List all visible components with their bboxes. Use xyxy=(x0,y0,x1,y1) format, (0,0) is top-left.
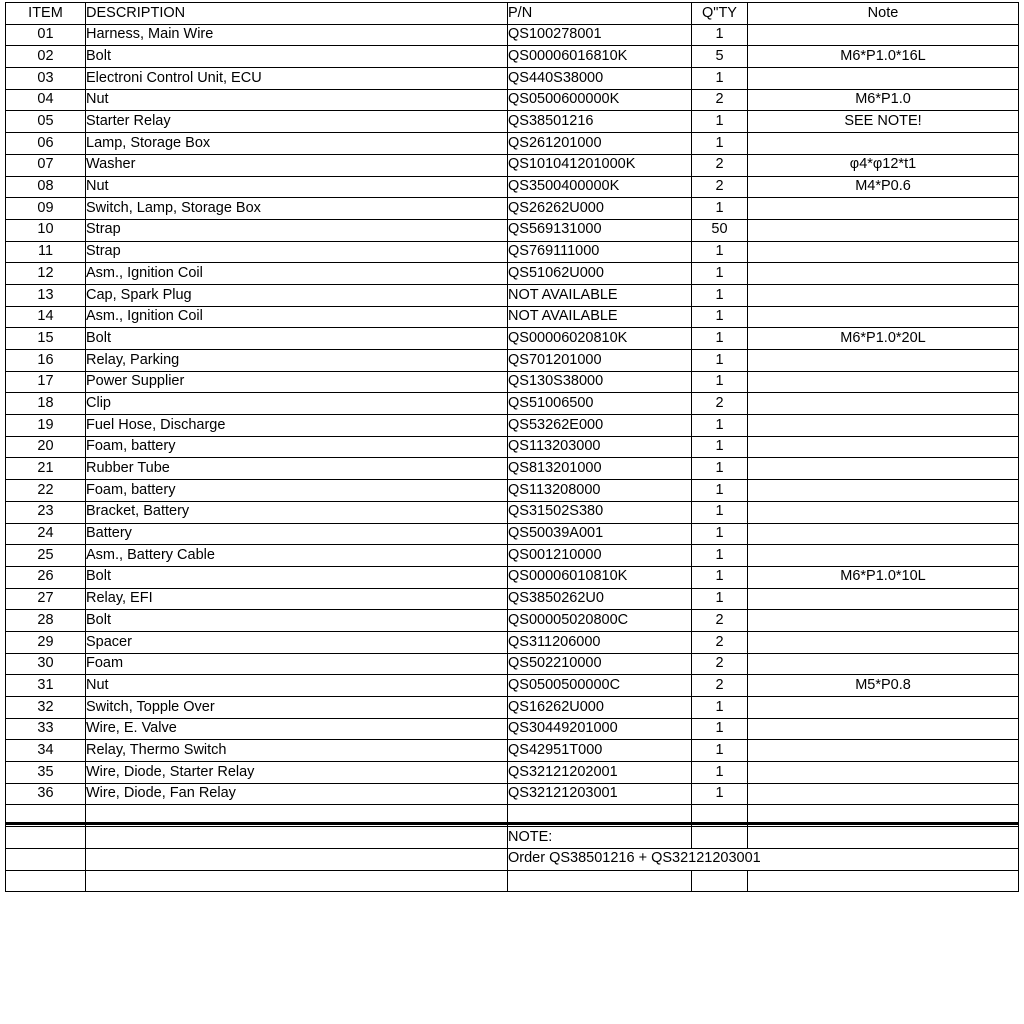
cell-description: Switch, Lamp, Storage Box xyxy=(86,198,508,220)
cell-pn xyxy=(508,870,692,892)
cell-description: Fuel Hose, Discharge xyxy=(86,415,508,437)
cell-description: Starter Relay xyxy=(86,111,508,133)
cell-pn: QS813201000 xyxy=(508,458,692,480)
cell-item: 02 xyxy=(6,46,86,68)
table-row xyxy=(6,219,1019,241)
cell-item: 08 xyxy=(6,176,86,198)
cell-qty xyxy=(692,827,748,849)
column-header-qty: Q"TY xyxy=(692,3,748,25)
cell-description: Battery xyxy=(86,523,508,545)
cell-pn: NOT AVAILABLE xyxy=(508,306,692,328)
cell-note xyxy=(748,697,1019,719)
cell-item: 03 xyxy=(6,68,86,90)
table-row xyxy=(6,545,1019,567)
table-row xyxy=(6,241,1019,263)
cell-item: 15 xyxy=(6,328,86,350)
cell-description: Lamp, Storage Box xyxy=(86,133,508,155)
table-row xyxy=(6,783,1019,805)
cell-item: 27 xyxy=(6,588,86,610)
column-header-description: DESCRIPTION xyxy=(86,3,508,25)
cell-item: 25 xyxy=(6,545,86,567)
table-body xyxy=(6,24,1019,892)
cell-qty: 2 xyxy=(692,631,748,653)
cell-qty: 2 xyxy=(692,393,748,415)
cell-description: Washer xyxy=(86,154,508,176)
note-label: NOTE: xyxy=(508,827,692,849)
cell-pn: QS113203000 xyxy=(508,436,692,458)
cell-item: 16 xyxy=(6,350,86,372)
cell-item: 23 xyxy=(6,501,86,523)
cell-pn: QS51062U000 xyxy=(508,263,692,285)
cell-item: 12 xyxy=(6,263,86,285)
cell-note xyxy=(748,415,1019,437)
cell-qty: 1 xyxy=(692,328,748,350)
cell-description: Relay, EFI xyxy=(86,588,508,610)
cell-note xyxy=(748,458,1019,480)
cell-note: φ4*φ12*t1 xyxy=(748,154,1019,176)
cell-note xyxy=(748,263,1019,285)
cell-item xyxy=(6,827,86,849)
cell-note xyxy=(748,501,1019,523)
cell-description: Foam, battery xyxy=(86,436,508,458)
cell-note: M5*P0.8 xyxy=(748,675,1019,697)
cell-qty: 1 xyxy=(692,68,748,90)
header-row xyxy=(6,3,1019,25)
cell-note xyxy=(748,219,1019,241)
cell-qty: 1 xyxy=(692,350,748,372)
cell-qty: 1 xyxy=(692,545,748,567)
cell-note xyxy=(748,436,1019,458)
cell-note xyxy=(748,241,1019,263)
cell-qty: 2 xyxy=(692,176,748,198)
cell-item: 07 xyxy=(6,154,86,176)
cell-note xyxy=(748,783,1019,805)
cell-pn: QS130S38000 xyxy=(508,371,692,393)
cell-description: Power Supplier xyxy=(86,371,508,393)
table-row xyxy=(6,610,1019,632)
table-row xyxy=(6,458,1019,480)
cell-pn: QS00006010810K xyxy=(508,566,692,588)
table-row xyxy=(6,480,1019,502)
table-row xyxy=(6,415,1019,437)
cell-description: Relay, Thermo Switch xyxy=(86,740,508,762)
cell-qty: 2 xyxy=(692,653,748,675)
cell-qty: 1 xyxy=(692,523,748,545)
cell-pn: QS42951T000 xyxy=(508,740,692,762)
cell-pn: QS113208000 xyxy=(508,480,692,502)
cell-note xyxy=(748,306,1019,328)
cell-item: 24 xyxy=(6,523,86,545)
cell-qty: 1 xyxy=(692,133,748,155)
cell-description: Nut xyxy=(86,675,508,697)
parts-table xyxy=(5,2,1019,892)
cell-note: M6*P1.0*10L xyxy=(748,566,1019,588)
cell-description: Asm., Ignition Coil xyxy=(86,306,508,328)
cell-qty: 2 xyxy=(692,610,748,632)
cell-pn: QS51006500 xyxy=(508,393,692,415)
cell-note: M6*P1.0*20L xyxy=(748,328,1019,350)
cell-note xyxy=(748,545,1019,567)
cell-note xyxy=(748,24,1019,46)
cell-note xyxy=(748,762,1019,784)
cell-description xyxy=(86,870,508,892)
cell-description: Nut xyxy=(86,89,508,111)
table-row xyxy=(6,631,1019,653)
cell-note xyxy=(748,740,1019,762)
cell-pn: QS00006020810K xyxy=(508,328,692,350)
cell-pn: QS30449201000 xyxy=(508,718,692,740)
table-row xyxy=(6,501,1019,523)
cell-pn: NOT AVAILABLE xyxy=(508,284,692,306)
cell-qty: 1 xyxy=(692,697,748,719)
cell-description: Asm., Ignition Coil xyxy=(86,263,508,285)
cell-description: Bolt xyxy=(86,610,508,632)
cell-note xyxy=(748,631,1019,653)
cell-qty: 1 xyxy=(692,740,748,762)
cell-pn: QS101041201000K xyxy=(508,154,692,176)
note-label-row xyxy=(6,827,1019,849)
cell-note xyxy=(748,371,1019,393)
cell-description: Bolt xyxy=(86,46,508,68)
cell-description: Rubber Tube xyxy=(86,458,508,480)
cell-qty: 1 xyxy=(692,263,748,285)
cell-qty: 1 xyxy=(692,284,748,306)
cell-description: Wire, E. Valve xyxy=(86,718,508,740)
cell-pn: QS311206000 xyxy=(508,631,692,653)
cell-pn: QS26262U000 xyxy=(508,198,692,220)
cell-pn: QS16262U000 xyxy=(508,697,692,719)
cell-item: 05 xyxy=(6,111,86,133)
cell-item: 22 xyxy=(6,480,86,502)
cell-item: 36 xyxy=(6,783,86,805)
cell-qty: 1 xyxy=(692,718,748,740)
cell-note xyxy=(748,827,1019,849)
cell-qty: 1 xyxy=(692,480,748,502)
cell-item xyxy=(6,870,86,892)
cell-pn: QS502210000 xyxy=(508,653,692,675)
cell-item: 09 xyxy=(6,198,86,220)
cell-item: 30 xyxy=(6,653,86,675)
cell-note xyxy=(748,523,1019,545)
cell-qty: 1 xyxy=(692,458,748,480)
cell-item: 06 xyxy=(6,133,86,155)
cell-note xyxy=(748,480,1019,502)
cell-description: Clip xyxy=(86,393,508,415)
cell-pn: QS00006016810K xyxy=(508,46,692,68)
cell-item: 01 xyxy=(6,24,86,46)
cell-qty: 5 xyxy=(692,46,748,68)
table-row xyxy=(6,68,1019,90)
cell-description xyxy=(86,848,508,870)
cell-qty: 1 xyxy=(692,783,748,805)
table-row xyxy=(6,154,1019,176)
cell-note xyxy=(748,350,1019,372)
cell-qty: 1 xyxy=(692,436,748,458)
cell-pn: QS440S38000 xyxy=(508,68,692,90)
cell-item: 33 xyxy=(6,718,86,740)
cell-item: 20 xyxy=(6,436,86,458)
cell-item: 04 xyxy=(6,89,86,111)
cell-pn: QS261201000 xyxy=(508,133,692,155)
cell-note: M6*P1.0 xyxy=(748,89,1019,111)
cell-description: Electroni Control Unit, ECU xyxy=(86,68,508,90)
cell-qty: 2 xyxy=(692,154,748,176)
cell-description: Wire, Diode, Fan Relay xyxy=(86,783,508,805)
cell-item: 11 xyxy=(6,241,86,263)
table-row xyxy=(6,718,1019,740)
cell-note xyxy=(748,653,1019,675)
cell-qty: 2 xyxy=(692,675,748,697)
cell-note xyxy=(748,133,1019,155)
table-row xyxy=(6,566,1019,588)
cell-description: Switch, Topple Over xyxy=(86,697,508,719)
cell-qty: 50 xyxy=(692,219,748,241)
cell-qty: 1 xyxy=(692,371,748,393)
cell-pn: QS701201000 xyxy=(508,350,692,372)
cell-item: 32 xyxy=(6,697,86,719)
cell-qty: 2 xyxy=(692,89,748,111)
cell-qty xyxy=(692,870,748,892)
cell-qty: 1 xyxy=(692,306,748,328)
cell-pn: QS50039A001 xyxy=(508,523,692,545)
table-row xyxy=(6,284,1019,306)
cell-item: 10 xyxy=(6,219,86,241)
cell-note xyxy=(748,610,1019,632)
cell-note xyxy=(748,198,1019,220)
column-header-item: ITEM xyxy=(6,3,86,25)
cell-qty: 1 xyxy=(692,241,748,263)
table-row xyxy=(6,306,1019,328)
cell-item: 34 xyxy=(6,740,86,762)
table-row xyxy=(6,675,1019,697)
table-row xyxy=(6,328,1019,350)
cell-qty: 1 xyxy=(692,24,748,46)
cell-description: Cap, Spark Plug xyxy=(86,284,508,306)
table-row xyxy=(6,653,1019,675)
cell-pn: QS32121203001 xyxy=(508,783,692,805)
cell-pn: QS31502S380 xyxy=(508,501,692,523)
cell-description: Foam, battery xyxy=(86,480,508,502)
cell-pn: QS32121202001 xyxy=(508,762,692,784)
cell-pn: QS3850262U0 xyxy=(508,588,692,610)
cell-description: Wire, Diode, Starter Relay xyxy=(86,762,508,784)
cell-description: Strap xyxy=(86,219,508,241)
cell-note xyxy=(748,870,1019,892)
table-row xyxy=(6,198,1019,220)
table-row xyxy=(6,436,1019,458)
cell-description: Spacer xyxy=(86,631,508,653)
cell-item: 14 xyxy=(6,306,86,328)
cell-qty: 1 xyxy=(692,415,748,437)
cell-qty: 1 xyxy=(692,566,748,588)
cell-note: SEE NOTE! xyxy=(748,111,1019,133)
cell-description: Foam xyxy=(86,653,508,675)
table-row xyxy=(6,740,1019,762)
table-row xyxy=(6,523,1019,545)
note-text-row xyxy=(6,848,1019,870)
cell-pn: QS38501216 xyxy=(508,111,692,133)
cell-item xyxy=(6,848,86,870)
cell-pn: QS3500400000K xyxy=(508,176,692,198)
cell-qty: 1 xyxy=(692,762,748,784)
cell-item: 35 xyxy=(6,762,86,784)
cell-note: M4*P0.6 xyxy=(748,176,1019,198)
cell-pn: QS569131000 xyxy=(508,219,692,241)
cell-pn: QS001210000 xyxy=(508,545,692,567)
cell-pn: QS53262E000 xyxy=(508,415,692,437)
table-row xyxy=(6,176,1019,198)
table-row xyxy=(6,46,1019,68)
cell-description: Relay, Parking xyxy=(86,350,508,372)
cell-description: Bracket, Battery xyxy=(86,501,508,523)
cell-pn: QS100278001 xyxy=(508,24,692,46)
cell-description: Strap xyxy=(86,241,508,263)
table-row xyxy=(6,588,1019,610)
cell-note xyxy=(748,588,1019,610)
blank-row xyxy=(6,870,1019,892)
note-text: Order QS38501216 + QS32121203001 xyxy=(508,848,1019,870)
cell-item: 18 xyxy=(6,393,86,415)
table-row xyxy=(6,89,1019,111)
cell-description xyxy=(86,827,508,849)
cell-note: M6*P1.0*16L xyxy=(748,46,1019,68)
bottom-separator-rule xyxy=(5,822,1018,825)
cell-description: Harness, Main Wire xyxy=(86,24,508,46)
cell-item: 28 xyxy=(6,610,86,632)
cell-note xyxy=(748,68,1019,90)
cell-item: 13 xyxy=(6,284,86,306)
cell-item: 17 xyxy=(6,371,86,393)
cell-pn: QS00005020800C xyxy=(508,610,692,632)
cell-qty: 1 xyxy=(692,111,748,133)
cell-note xyxy=(748,393,1019,415)
table-header xyxy=(6,3,1019,25)
cell-note xyxy=(748,718,1019,740)
table-row xyxy=(6,263,1019,285)
cell-item: 31 xyxy=(6,675,86,697)
cell-note xyxy=(748,284,1019,306)
column-header-pn: P/N xyxy=(508,3,692,25)
table-row xyxy=(6,24,1019,46)
cell-pn: QS0500500000C xyxy=(508,675,692,697)
table-row xyxy=(6,133,1019,155)
table-row xyxy=(6,350,1019,372)
table-row xyxy=(6,762,1019,784)
table-row xyxy=(6,393,1019,415)
cell-description: Asm., Battery Cable xyxy=(86,545,508,567)
column-header-note: Note xyxy=(748,3,1019,25)
cell-qty: 1 xyxy=(692,588,748,610)
cell-pn: QS769111000 xyxy=(508,241,692,263)
cell-item: 29 xyxy=(6,631,86,653)
cell-description: Nut xyxy=(86,176,508,198)
cell-item: 19 xyxy=(6,415,86,437)
table-row xyxy=(6,697,1019,719)
table-row xyxy=(6,371,1019,393)
table-row xyxy=(6,111,1019,133)
cell-item: 26 xyxy=(6,566,86,588)
cell-qty: 1 xyxy=(692,198,748,220)
cell-pn: QS0500600000K xyxy=(508,89,692,111)
cell-item: 21 xyxy=(6,458,86,480)
cell-description: Bolt xyxy=(86,328,508,350)
cell-qty: 1 xyxy=(692,501,748,523)
cell-description: Bolt xyxy=(86,566,508,588)
